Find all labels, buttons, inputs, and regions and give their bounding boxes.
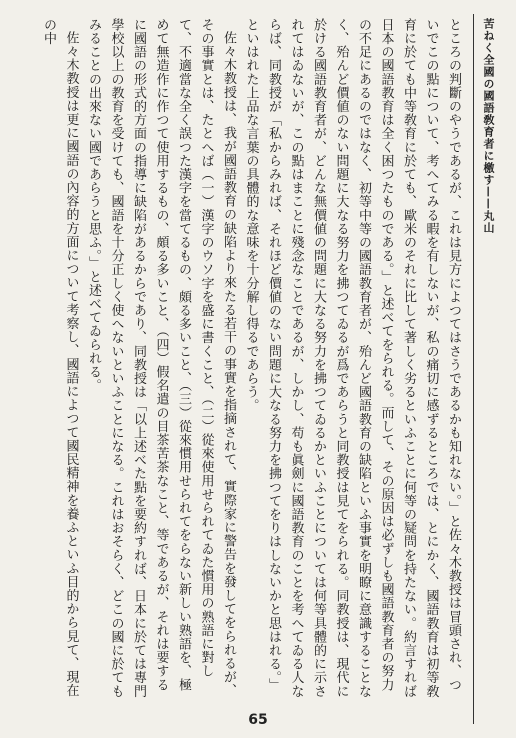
paragraph-3: 佐々木教授は更に國語の內容的方面について考察し、國語によつて國民精神を養ふといふ目的から見て、現在の中 xyxy=(41,18,79,698)
running-head-rule xyxy=(473,14,474,724)
body-text xyxy=(24,18,464,698)
paragraph-1: ところの判斷のやうであるが、これは見方によつてはさうであるかも知れない。」と佐々木教授は冒頭され、ついでこの點について、考へてみる暇を有しないが、私の痛切に感ずるところでは、とにかく、國語教育は初等敎育に於ても中等敎育に於ても、歐米のそれに比して著しく劣るといふことに何等の疑問を持たない。約言すれば日本の國語教育は全く困つたものである。」と述べてをられる。而して、その原因は必ずしも國語教育者の努力の不足にあるのではなく、初等中等の國語教育者が、殆んど國語教育の缺陷といふ事實を明瞭に意識することなく、殆んど價値のない問題に大なる努力を拂つてゐるが爲であらうと同教授は見てをられる。同教授は、現代に於ける國語教育者が、どんな無價値の問題に大なる努力を拂つてゐるかといふことについては何等具體的に示されてはゐないが、この點はまことに殘念なことであるが、しかし、苟も眞劍に國語教育のことを考へてゐる人ならば、同教授が「私からみれば、それほど價値のない問題に大なる努力を拂つてをりはしないかと思はれる。」といはれた上品な言葉の具體的な意味を十分解し得るであらう。 xyxy=(243,18,461,698)
page-number: 65 xyxy=(248,712,268,728)
paragraph-2: 佐々木教授は、我が國語教育の缺陷より來たる若干の事實を指摘されて、實際家に警告を發してをられるが、その事實とは、たとへば（一）漢字のウソ字を盛に書くこと、（二）從來使用せられてゐた慣用の熟語に對して、不適當な全く誤つた漢字を當てるもの、頗る多いこと、（三）從來慣用せられてをらない新しい熟語を、極めて無造作に作つて使用するもの、頗る多いこと、（四）假名遣の目茶苦茶なこと、等であるが、それは要するに國語の形式的方面の指導に缺陷があるからであり、同教授は「以上述べた點を要約すれば、日本に於ては專門學校以上の教育を受けても、國語を十分正しく使へないといふことになる。これはおそらく、どこの國に於てもみることの出來ない國であらうと思ふ。」と述べてゐられる。 xyxy=(86,18,236,698)
running-head: 苦ねく全國の國語敎育者に檄す——丸山 xyxy=(482,18,495,234)
